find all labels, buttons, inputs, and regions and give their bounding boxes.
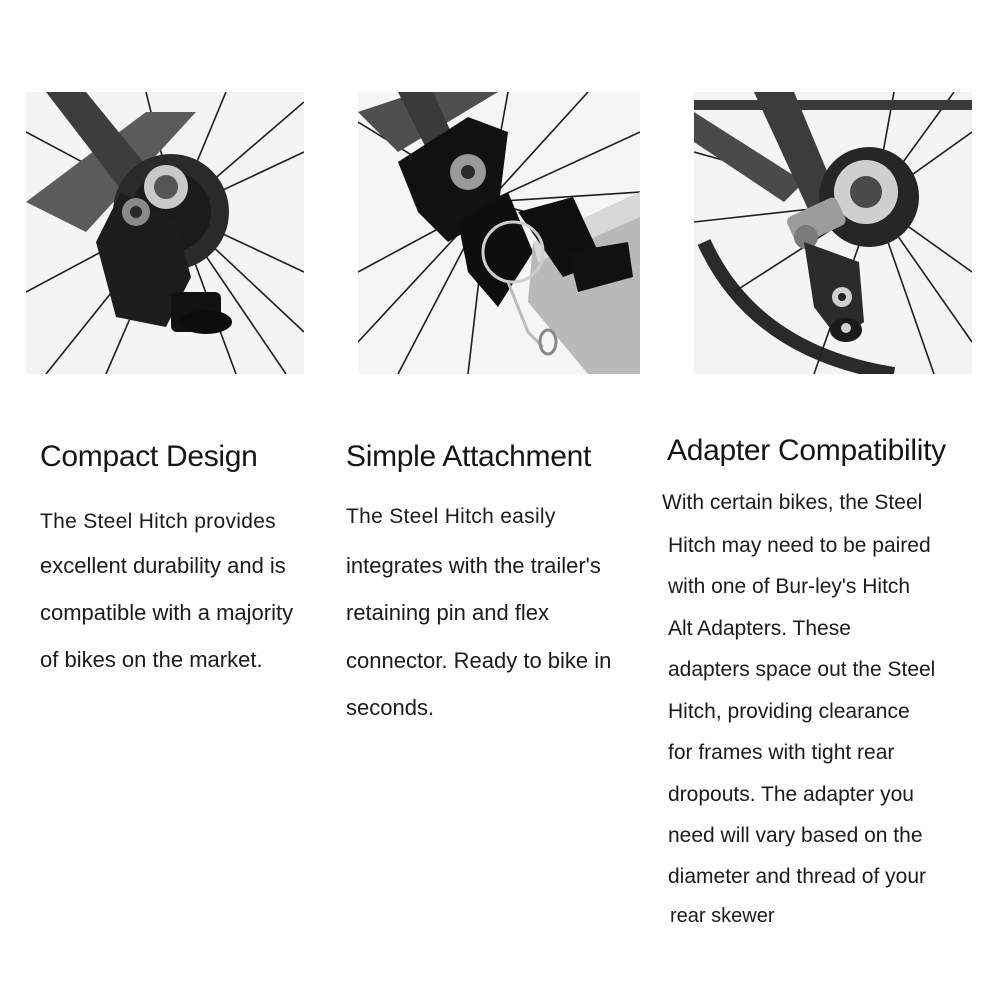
description-line: need will vary based on the <box>668 824 923 847</box>
feature-title-compact-design: Compact Design <box>40 440 258 473</box>
description-line: compatible with a majority <box>40 600 294 625</box>
description-line: adapters space out the Steel <box>668 658 936 681</box>
description-line: rear skewer <box>670 905 775 927</box>
description-line: Hitch may need to be paired <box>668 534 931 557</box>
feature-title-adapter-compatibility: Adapter Compatibility <box>667 434 946 467</box>
description-line: excellent durability and is <box>40 553 286 578</box>
description-line: The Steel Hitch easily <box>346 505 556 528</box>
description-line: with one of Bur-ley's Hitch <box>668 575 911 598</box>
description-line: integrates with the trailer's <box>346 553 601 578</box>
description-line: Hitch, providing clearance <box>668 700 910 723</box>
description-line: With certain bikes, the Steel <box>662 491 923 514</box>
flex-connector-attachment-photo <box>358 92 640 374</box>
description-line: The Steel Hitch provides <box>40 510 276 533</box>
description-line: dropouts. The adapter you <box>668 783 914 806</box>
description-line: retaining pin and flex <box>346 600 550 625</box>
description-line: seconds. <box>346 695 435 720</box>
description-line: for frames with tight rear <box>668 741 895 764</box>
description-line: Alt Adapters. These <box>668 617 851 640</box>
description-line: diameter and thread of your <box>668 865 926 888</box>
feature-title-simple-attachment: Simple Attachment <box>346 440 592 473</box>
description-line: connector. Ready to bike in <box>346 648 612 673</box>
hitch-adapter-dropout-photo <box>694 92 972 374</box>
description-line: of bikes on the market. <box>40 647 263 672</box>
steel-hitch-mounted-photo <box>26 92 304 374</box>
